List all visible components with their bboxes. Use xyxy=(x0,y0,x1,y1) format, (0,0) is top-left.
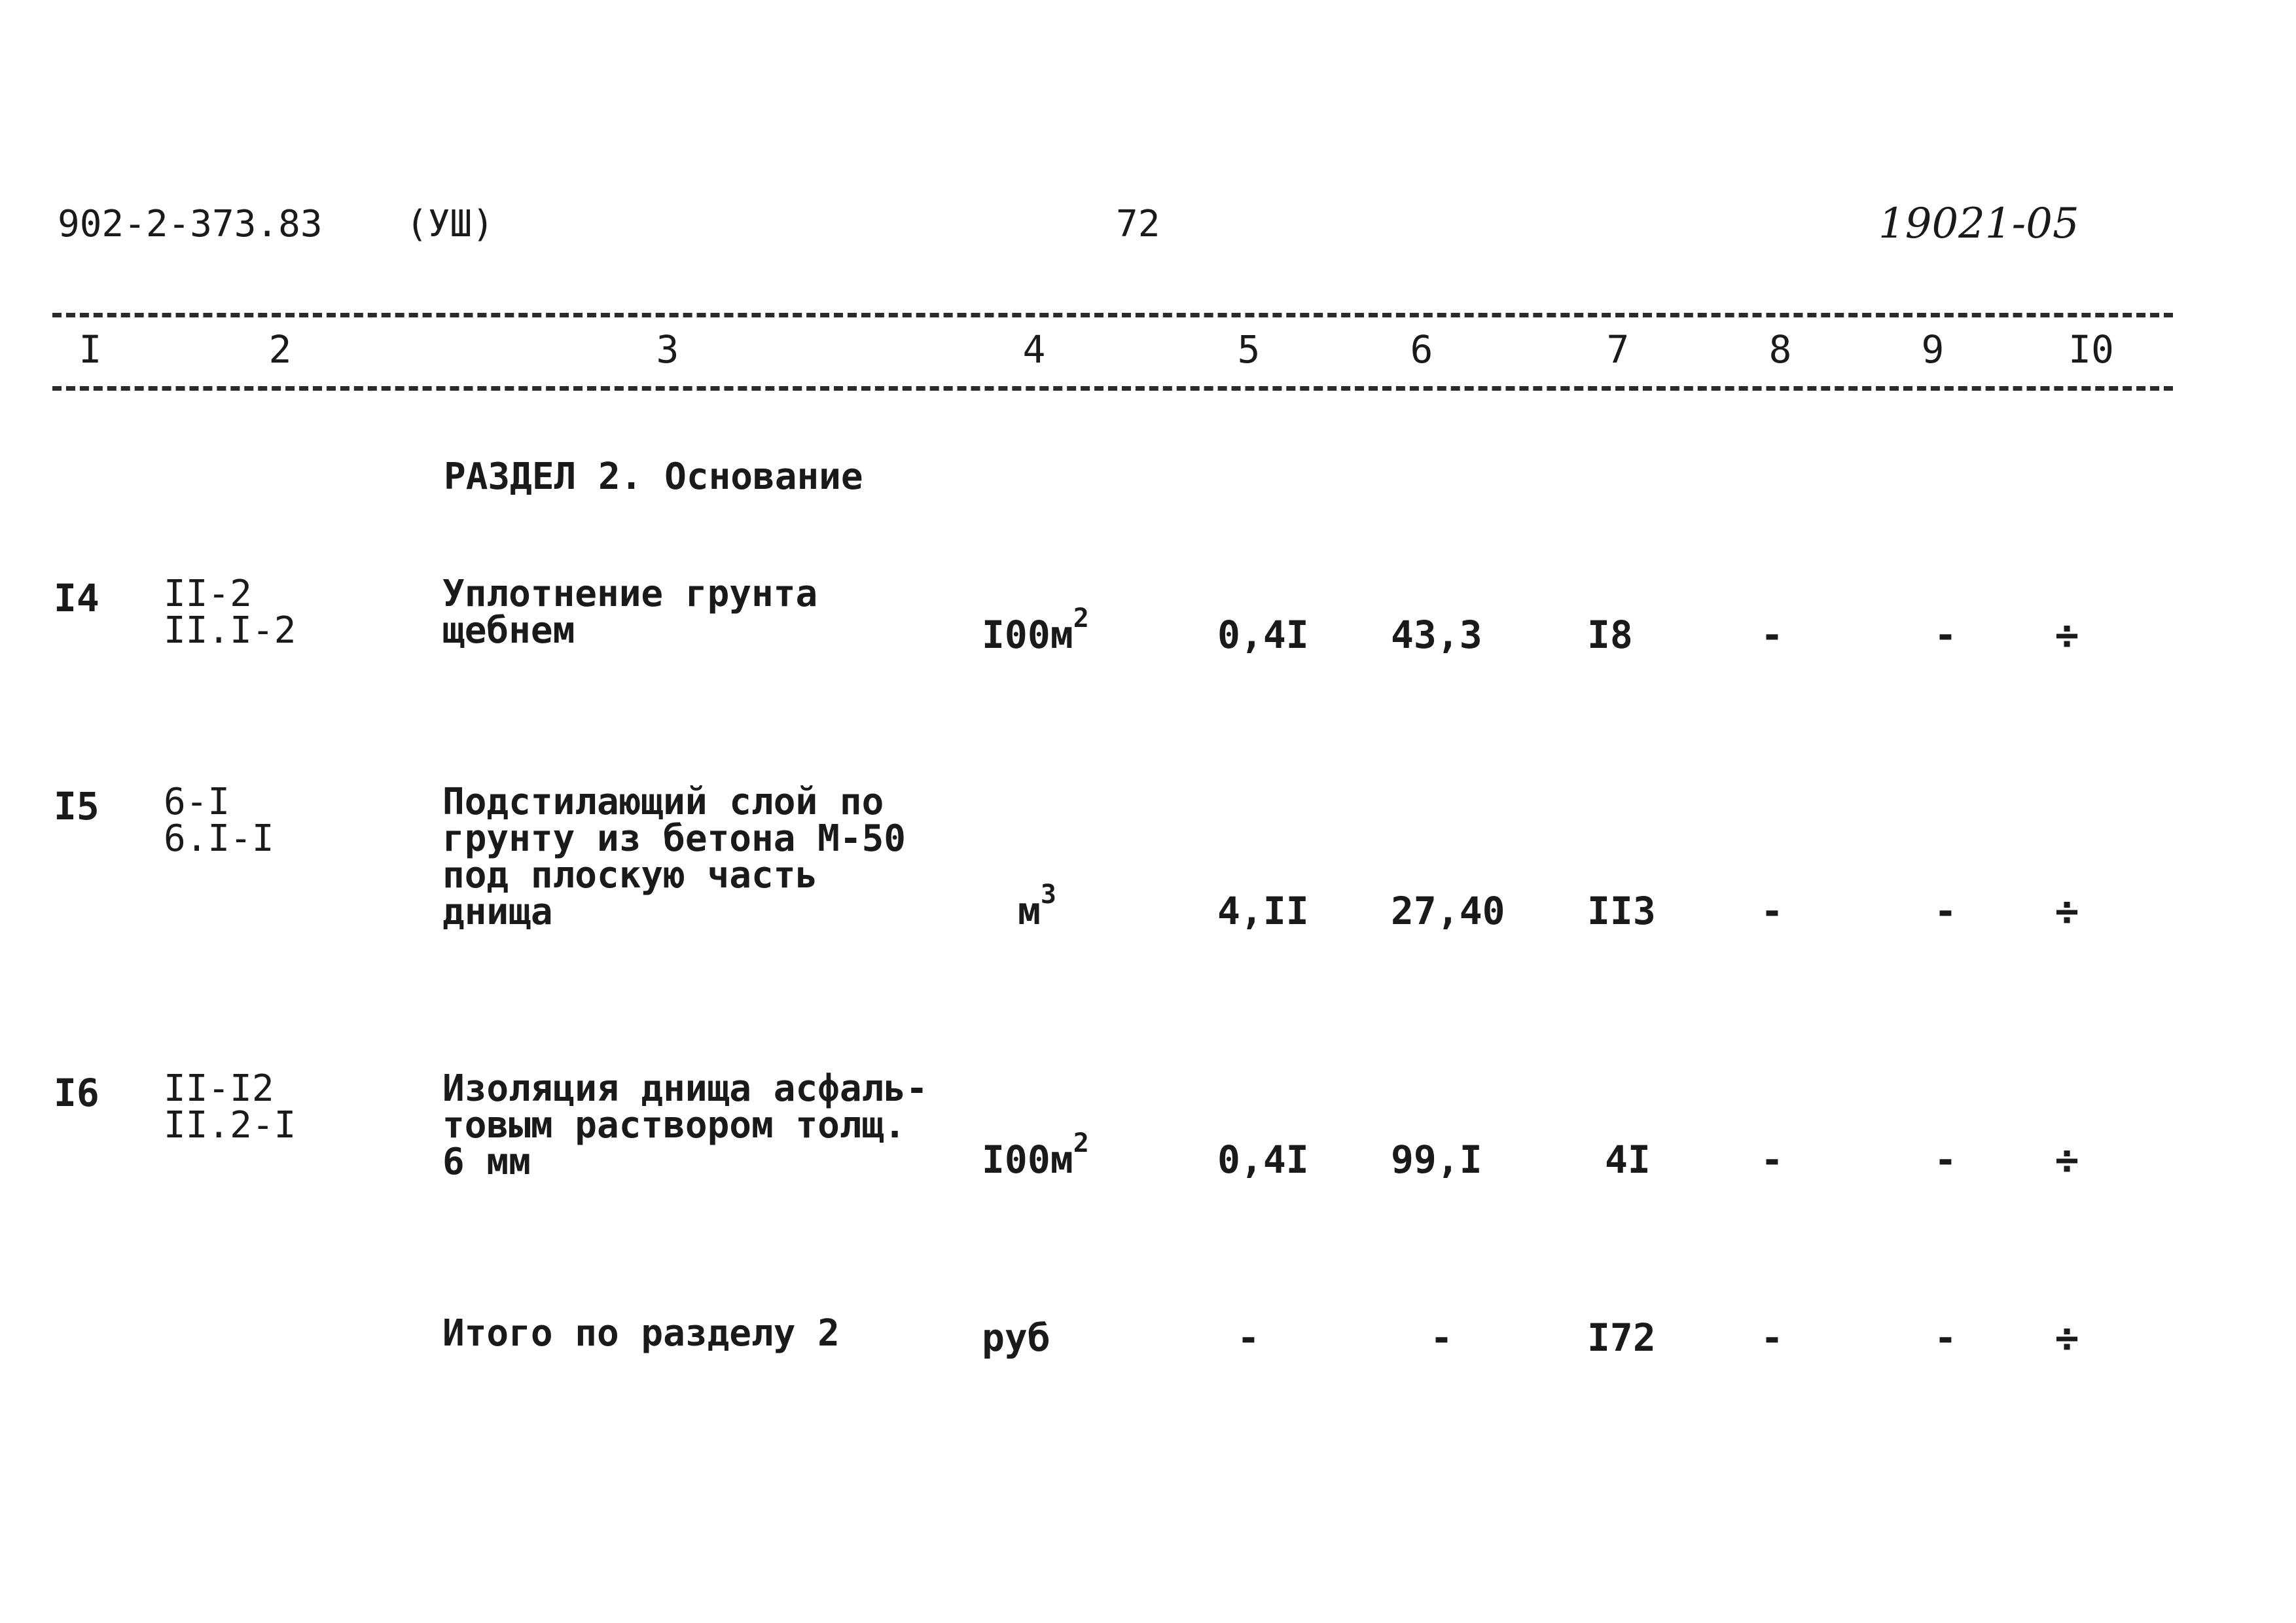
row-description-line: грунту из бетона М-50 xyxy=(442,817,906,860)
row-code: 6.I-I xyxy=(164,817,274,860)
summary-total: I72 xyxy=(1587,1315,1656,1360)
column-number-3: 3 xyxy=(656,327,679,372)
row-description-line: товым раствором толщ. xyxy=(442,1104,906,1147)
row-price: 43,3 xyxy=(1391,613,1482,657)
section-title: РАЗДЕЛ 2. Основание xyxy=(444,455,863,498)
row-col8: - xyxy=(1761,889,1784,933)
summary-col9: - xyxy=(1934,1315,1957,1360)
column-number-5: 5 xyxy=(1237,327,1261,372)
summary-label: Итого по разделу 2 xyxy=(442,1312,840,1355)
row-col9: - xyxy=(1934,613,1957,657)
row-quantity: 0,4I xyxy=(1217,613,1309,657)
row-code: 6-I xyxy=(164,781,230,823)
row-description-line: щебнем xyxy=(442,609,575,652)
row-code: II.2-I xyxy=(164,1104,296,1147)
row-total: I8 xyxy=(1587,613,1633,657)
column-number-9: 9 xyxy=(1921,327,1945,372)
row-description-line: 6 мм xyxy=(442,1141,531,1183)
row-description-line: под плоскую часть xyxy=(442,854,818,897)
row-unit: $I00м^2$ xyxy=(982,603,1089,657)
row-description-line: Подстилающий слой по xyxy=(442,781,884,823)
row-number: I5 xyxy=(54,784,99,829)
column-number-8: 8 xyxy=(1768,327,1792,372)
document-mark: (УШ) xyxy=(406,203,494,245)
row-unit: $I00м^2$ xyxy=(982,1128,1089,1182)
column-number-4: 4 xyxy=(1022,327,1046,372)
row-code: II-2 xyxy=(164,573,252,615)
column-number-2: 2 xyxy=(268,327,292,372)
column-number-6: 6 xyxy=(1410,327,1433,372)
summary-quantity: - xyxy=(1237,1315,1260,1360)
row-total: 4I xyxy=(1605,1137,1651,1182)
row-description-line: Изоляция днища асфаль- xyxy=(442,1067,928,1110)
dashed-divider-bottom xyxy=(52,386,2173,391)
column-number-10: I0 xyxy=(2068,327,2114,372)
row-col9: - xyxy=(1934,889,1957,933)
row-price: 99,I xyxy=(1391,1137,1482,1182)
handwritten-number: 19021-05 xyxy=(1878,200,2079,248)
row-total: II3 xyxy=(1587,889,1656,933)
row-col9: - xyxy=(1934,1137,1957,1182)
row-price: 27,40 xyxy=(1391,889,1505,933)
row-code: II-I2 xyxy=(164,1067,274,1110)
row-quantity: 4,II xyxy=(1217,889,1309,933)
summary-col8: - xyxy=(1761,1315,1784,1360)
document-code: 902-2-373.83 xyxy=(58,203,323,245)
row-number: I4 xyxy=(54,576,99,620)
row-col8: - xyxy=(1761,613,1784,657)
row-code: II.I-2 xyxy=(164,609,296,652)
row-number: I6 xyxy=(54,1071,99,1115)
row-description-line: Уплотнение грунта xyxy=(442,573,818,615)
column-number-1: I xyxy=(79,327,102,372)
column-number-7: 7 xyxy=(1606,327,1630,372)
row-quantity: 0,4I xyxy=(1217,1137,1309,1182)
row-col8: - xyxy=(1761,1137,1784,1182)
dashed-divider-top xyxy=(52,313,2173,317)
row-unit: $м^3$ xyxy=(1018,880,1057,933)
summary-unit: руб xyxy=(982,1315,1050,1360)
row-col10: ÷ xyxy=(2055,889,2079,935)
page-number: 72 xyxy=(1116,203,1160,245)
row-col10: ÷ xyxy=(2055,613,2079,658)
summary-price: - xyxy=(1430,1315,1453,1360)
row-description-line: днища xyxy=(442,891,553,933)
row-col10: ÷ xyxy=(2055,1137,2079,1183)
summary-col10: ÷ xyxy=(2055,1315,2079,1361)
